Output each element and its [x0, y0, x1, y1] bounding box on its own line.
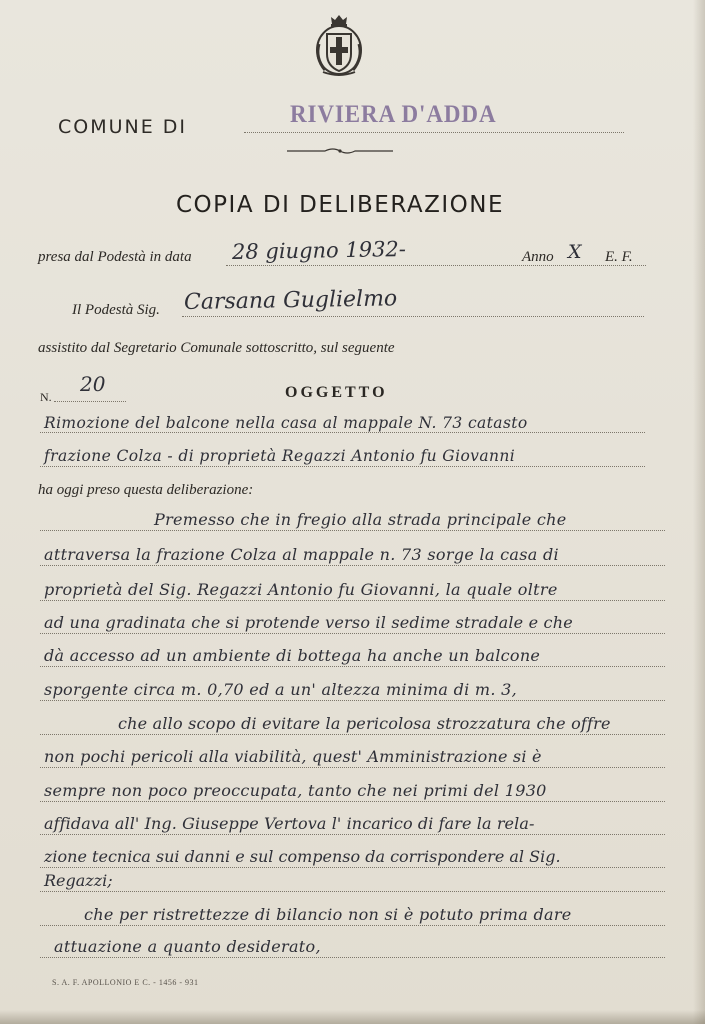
page-edge-shadow [693, 0, 705, 1024]
assistito-text: assistito dal Segretario Comunale sottoscritto, sul seguente [38, 340, 395, 356]
era-label: E. F. [605, 249, 633, 265]
page-bottom-shadow [0, 1010, 705, 1024]
body-dotted-line-10 [40, 834, 665, 835]
oggetto-line-2: frazione Colza - di proprietà Regazzi Antonio fu Giovanni [44, 447, 516, 465]
body-line-2: attraversa la frazione Colza al mappale n. 73 sorge la casa di [44, 545, 559, 564]
presa-label: presa dal Podestà in data [38, 249, 192, 265]
decorative-flourish [285, 146, 395, 156]
body-dotted-line-3 [40, 600, 665, 601]
oggetto-dotted-line-1 [40, 432, 645, 433]
body-line-14: attuazione a quanto desiderato, [54, 937, 321, 956]
body-line-11: zione tecnica sui danni e sul compenso da corrispondere al Sig. [44, 847, 561, 866]
body-dotted-line-1 [40, 530, 665, 531]
handwritten-anno-value: X [568, 241, 582, 263]
body-line-9: sempre non poco preoccupata, tanto che nei primi del 1930 [44, 781, 547, 800]
body-dotted-line-7 [40, 734, 665, 735]
podesta-dotted-line [182, 316, 644, 317]
oggetto-dotted-line-2 [40, 466, 645, 467]
oggetto-line-1: Rimozione del balcone nella casa al mappale N. 73 catasto [44, 414, 528, 432]
numero-label: N. [40, 390, 52, 404]
body-line-5: dà accesso ad un ambiente di bottega ha anche un balcone [44, 646, 541, 665]
numero-dotted-line [54, 401, 126, 402]
handwritten-podesta-name: Carsana Guglielmo [183, 286, 398, 315]
comune-label: COMUNE DI [58, 116, 188, 138]
body-dotted-line-6 [40, 700, 665, 701]
handwritten-numero: 20 [80, 372, 106, 396]
document-title: COPIA DI DELIBERAZIONE [176, 192, 504, 218]
preso-text: ha oggi preso questa deliberazione: [38, 482, 254, 498]
body-line-7: che allo scopo di evitare la pericolosa strozzatura che offre [118, 714, 611, 733]
body-line-8: non pochi pericoli alla viabilità, quest' Amministrazione si è [44, 747, 542, 766]
body-line-3: proprietà del Sig. Regazzi Antonio fu Giovanni, la quale oltre [44, 580, 558, 599]
body-dotted-line-13 [40, 925, 665, 926]
body-dotted-line-12 [40, 891, 665, 892]
body-dotted-line-2 [40, 565, 665, 566]
handwritten-date: 28 giugno 1932- [231, 236, 407, 264]
body-dotted-line-4 [40, 633, 665, 634]
date-dotted-line [226, 265, 646, 266]
body-line-12: Regazzi; [44, 871, 113, 890]
comune-name-stamp: RIVIERA D'ADDA [290, 101, 497, 128]
body-line-4: ad una gradinata che si protende verso il sedime stradale e che [44, 613, 573, 632]
oggetto-heading: OGGETTO [285, 384, 388, 401]
body-dotted-line-14 [40, 957, 665, 958]
body-line-13: che per ristrettezze di bilancio non si è potuto prima dare [84, 905, 572, 924]
body-dotted-line-11 [40, 867, 665, 868]
body-dotted-line-8 [40, 767, 665, 768]
comune-dotted-line [244, 132, 624, 133]
podesta-label: Il Podestà Sig. [72, 302, 160, 318]
printer-imprint: S. A. F. APOLLONIO E C. - 1456 - 931 [52, 978, 199, 987]
body-line-6: sporgente circa m. 0,70 ed a un' altezza minima di m. 3, [44, 680, 518, 699]
anno-label: Anno [522, 249, 554, 265]
body-dotted-line-9 [40, 801, 665, 802]
body-line-1: Premesso che in fregio alla strada principale che [154, 510, 567, 529]
coat-of-arms-emblem [313, 14, 365, 78]
body-line-10: affidava all' Ing. Giuseppe Vertova l' incarico di fare la rela- [44, 814, 535, 833]
body-dotted-line-5 [40, 666, 665, 667]
